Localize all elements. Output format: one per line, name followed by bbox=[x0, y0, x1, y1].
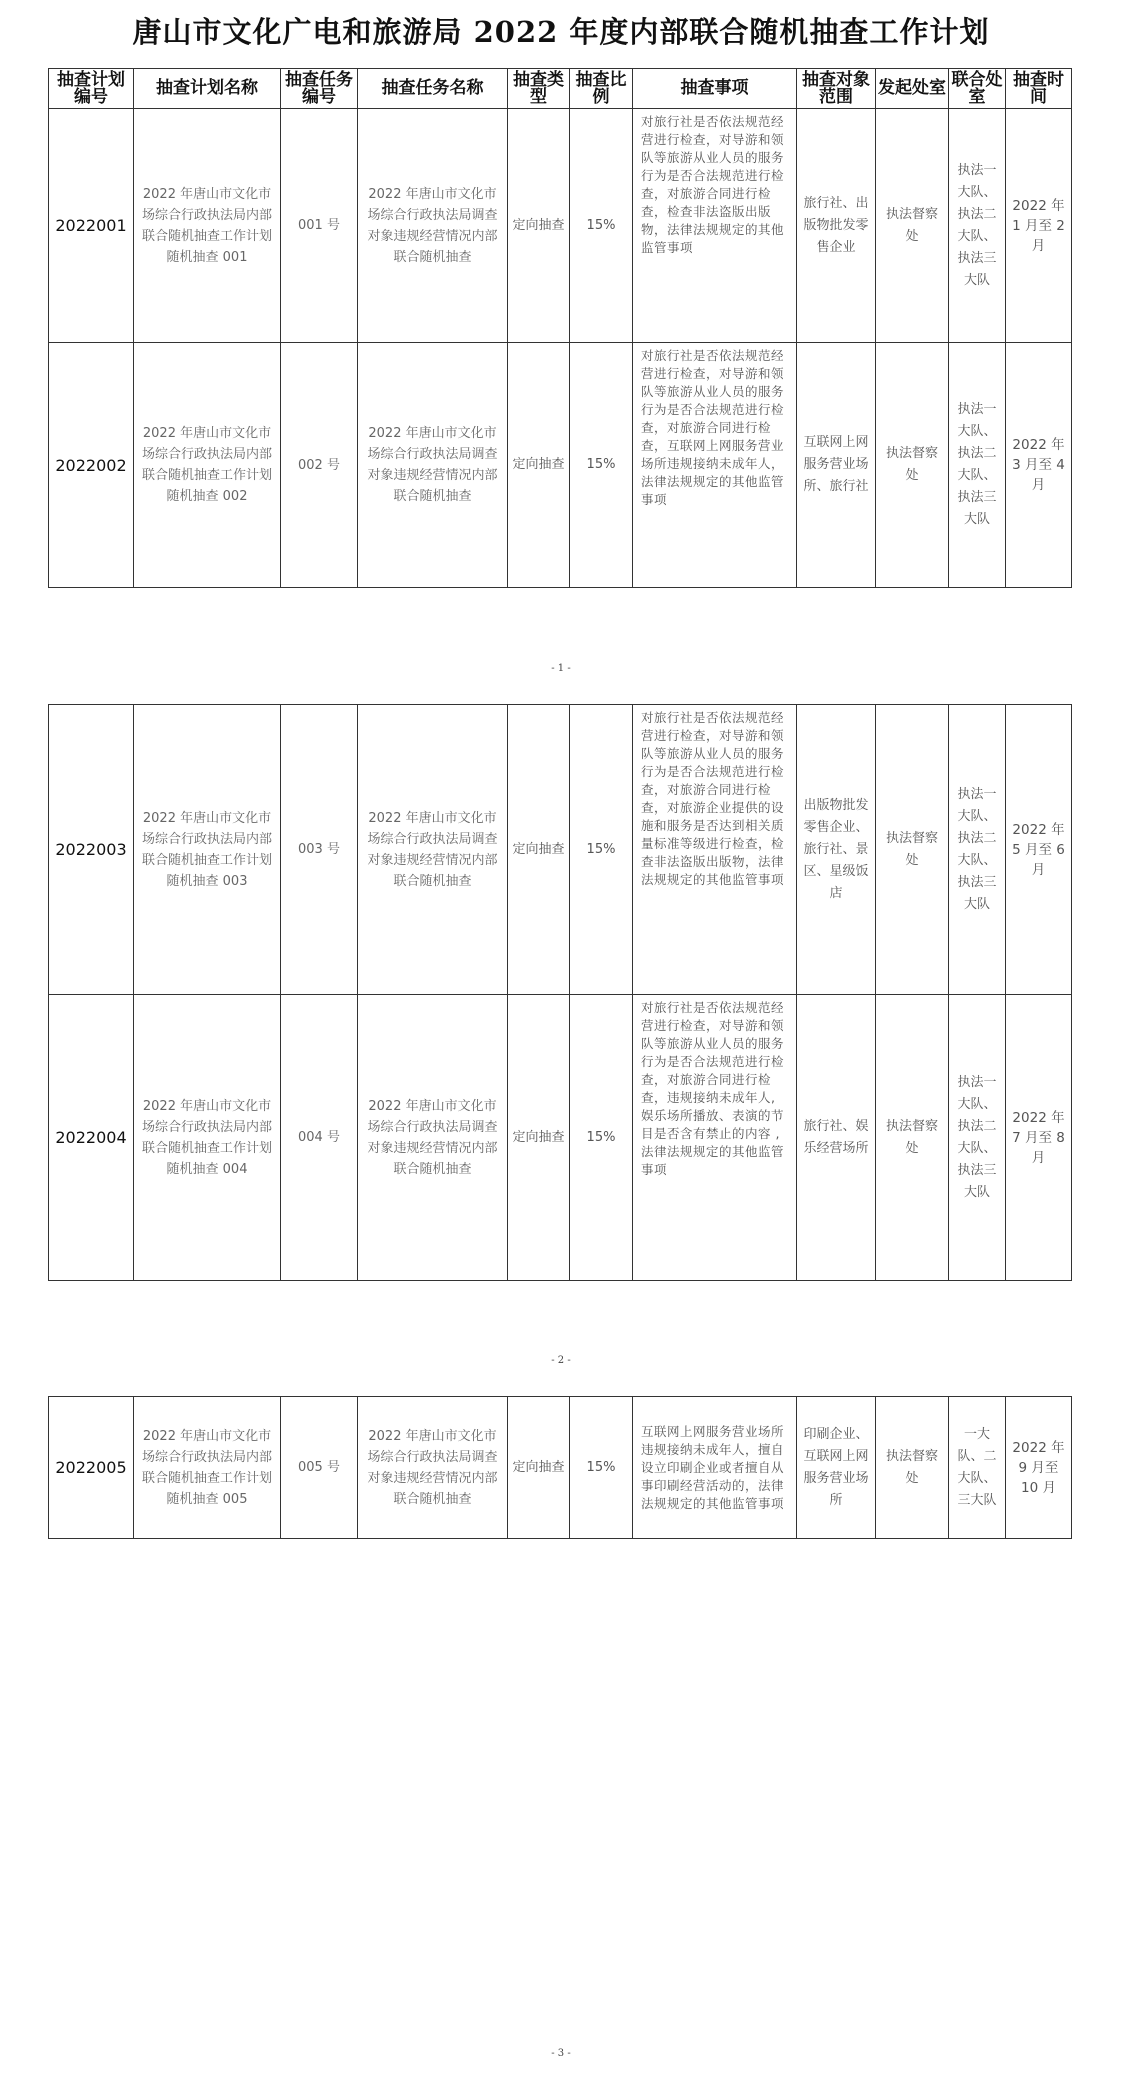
plan-name-cell: 2022 年唐山市文化市场综合行政执法局内部联合随机抽查工作计划随机抽查 004 bbox=[134, 995, 281, 1281]
header-plan-no: 抽查计划编号 bbox=[49, 69, 134, 109]
dept-cell: 执法督察处 bbox=[876, 995, 949, 1281]
joint-cell: 执法一大队、执法二大队、执法三大队 bbox=[949, 995, 1006, 1281]
task-name-cell: 2022 年唐山市文化市场综合行政执法局调查对象违规经营情况内部联合随机抽查 bbox=[358, 705, 508, 995]
plan-table-page-3 bbox=[48, 1396, 1072, 1539]
time-cell: 2022 年 1 月至 2 月 bbox=[1006, 109, 1072, 343]
scope-cell: 旅行社、娱乐经营场所 bbox=[797, 995, 876, 1281]
plan-name-cell: 2022 年唐山市文化市场综合行政执法局内部联合随机抽查工作计划随机抽查 003 bbox=[134, 705, 281, 995]
plan-name-cell: 2022 年唐山市文化市场综合行政执法局内部联合随机抽查工作计划随机抽查 001 bbox=[134, 109, 281, 343]
task-name-cell: 2022 年唐山市文化市场综合行政执法局调查对象违规经营情况内部联合随机抽查 bbox=[358, 343, 508, 588]
items-cell: 对旅行社是否依法规范经营进行检查，对导游和领队等旅游从业人员的服务行为是否合法规范进行检查，对旅游合同进行检查，互联网上网服务营业场所违规接纳未成年人，法律法规规定的其他监管事项 bbox=[633, 343, 797, 588]
items-cell: 对旅行社是否依法规范经营进行检查，对导游和领队等旅游从业人员的服务行为是否合法规范进行检查，对旅游合同进行检查，违规接纳未成年人,娱乐场所播放、表演的节目是否含有禁止的内容 ,法律法规规定的其他监管事项 bbox=[633, 995, 797, 1281]
task-name-cell: 2022 年唐山市文化市场综合行政执法局调查对象违规经营情况内部联合随机抽查 bbox=[358, 109, 508, 343]
header-task-no: 抽查任务编号 bbox=[281, 69, 358, 109]
joint-cell: 执法一大队、执法二大队、执法三大队 bbox=[949, 343, 1006, 588]
type-cell: 定向抽查 bbox=[508, 109, 570, 343]
scope-cell: 互联网上网服务营业场所、旅行社 bbox=[797, 343, 876, 588]
dept-cell: 执法督察处 bbox=[876, 1397, 949, 1539]
type-cell: 定向抽查 bbox=[508, 995, 570, 1281]
joint-cell: 一大队、二大队、三大队 bbox=[949, 1397, 1006, 1539]
ratio-cell: 15% bbox=[570, 343, 633, 588]
header-plan-name: 抽查计划名称 bbox=[134, 69, 281, 109]
plan-no-cell: 2022003 bbox=[49, 705, 134, 995]
header-ratio: 抽查比例 bbox=[570, 69, 633, 109]
header-type: 抽查类型 bbox=[508, 69, 570, 109]
ratio-cell: 15% bbox=[570, 1397, 633, 1539]
items-cell: 对旅行社是否依法规范经营进行检查，对导游和领队等旅游从业人员的服务行为是否合法规范进行检查，对旅游合同进行检查，对旅游企业提供的设施和服务是否达到相关质量标准等级进行检查，检查非法盗版出版物，法律法规规定的其他监管事项 bbox=[633, 705, 797, 995]
time-cell: 2022 年 5 月至 6 月 bbox=[1006, 705, 1072, 995]
type-cell: 定向抽查 bbox=[508, 705, 570, 995]
task-no-cell: 005 号 bbox=[281, 1397, 358, 1539]
page-number: - 2 - bbox=[551, 1355, 571, 1366]
table-row bbox=[49, 995, 1072, 1281]
task-no-cell: 002 号 bbox=[281, 343, 358, 588]
header-items: 抽查事项 bbox=[633, 69, 797, 109]
plan-name-cell: 2022 年唐山市文化市场综合行政执法局内部联合随机抽查工作计划随机抽查 005 bbox=[134, 1397, 281, 1539]
header-joint: 联合处室 bbox=[949, 69, 1006, 109]
task-no-cell: 003 号 bbox=[281, 705, 358, 995]
dept-cell: 执法督察处 bbox=[876, 343, 949, 588]
table-row bbox=[49, 705, 1072, 995]
task-name-cell: 2022 年唐山市文化市场综合行政执法局调查对象违规经营情况内部联合随机抽查 bbox=[358, 1397, 508, 1539]
scope-cell: 出版物批发零售企业、旅行社、景区、星级饭店 bbox=[797, 705, 876, 995]
table-row bbox=[49, 1397, 1072, 1539]
task-no-cell: 004 号 bbox=[281, 995, 358, 1281]
ratio-cell: 15% bbox=[570, 109, 633, 343]
task-name-cell: 2022 年唐山市文化市场综合行政执法局调查对象违规经营情况内部联合随机抽查 bbox=[358, 995, 508, 1281]
header-dept: 发起处室 bbox=[876, 69, 949, 109]
ratio-cell: 15% bbox=[570, 705, 633, 995]
page-number: - 1 - bbox=[551, 663, 571, 674]
joint-cell: 执法一大队、执法二大队、执法三大队 bbox=[949, 109, 1006, 343]
time-cell: 2022 年 3 月至 4 月 bbox=[1006, 343, 1072, 588]
ratio-cell: 15% bbox=[570, 995, 633, 1281]
time-cell: 2022 年 9 月至 10 月 bbox=[1006, 1397, 1072, 1539]
header-scope: 抽查对象范围 bbox=[797, 69, 876, 109]
table-header-row bbox=[49, 69, 1072, 109]
items-cell: 对旅行社是否依法规范经营进行检查，对导游和领队等旅游从业人员的服务行为是否合法规范进行检查，对旅游合同进行检查，检查非法盗版出版物，法律法规规定的其他监管事项 bbox=[633, 109, 797, 343]
dept-cell: 执法督察处 bbox=[876, 705, 949, 995]
plan-no-cell: 2022004 bbox=[49, 995, 134, 1281]
plan-no-cell: 2022002 bbox=[49, 343, 134, 588]
scope-cell: 旅行社、出版物批发零售企业 bbox=[797, 109, 876, 343]
header-task-name: 抽查任务名称 bbox=[358, 69, 508, 109]
header-time: 抽查时间 bbox=[1006, 69, 1072, 109]
scope-cell: 印刷企业、互联网上网服务营业场所 bbox=[797, 1397, 876, 1539]
table-row bbox=[49, 109, 1072, 343]
document-title: 唐山市文化广电和旅游局 2022 年度内部联合随机抽查工作计划 bbox=[132, 15, 990, 49]
plan-no-cell: 2022005 bbox=[49, 1397, 134, 1539]
page-number: - 3 - bbox=[551, 2048, 571, 2059]
dept-cell: 执法督察处 bbox=[876, 109, 949, 343]
plan-name-cell: 2022 年唐山市文化市场综合行政执法局内部联合随机抽查工作计划随机抽查 002 bbox=[134, 343, 281, 588]
plan-no-cell: 2022001 bbox=[49, 109, 134, 343]
items-cell: 互联网上网服务营业场所违规接纳未成年人，擅自设立印刷企业或者擅自从事印刷经营活动的，法律法规规定的其他监管事项 bbox=[633, 1397, 797, 1539]
plan-table-page-2 bbox=[48, 704, 1072, 1281]
time-cell: 2022 年 7 月至 8 月 bbox=[1006, 995, 1072, 1281]
table-row bbox=[49, 343, 1072, 588]
type-cell: 定向抽查 bbox=[508, 1397, 570, 1539]
type-cell: 定向抽查 bbox=[508, 343, 570, 588]
plan-table-page-1 bbox=[48, 68, 1072, 588]
joint-cell: 执法一大队、执法二大队、执法三大队 bbox=[949, 705, 1006, 995]
task-no-cell: 001 号 bbox=[281, 109, 358, 343]
